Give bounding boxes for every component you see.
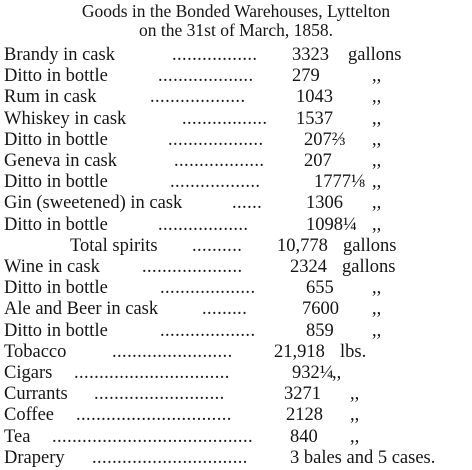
goods-row [4,405,472,426]
item-quantity: 1306 [306,193,343,214]
unit-label: gallons [343,235,397,256]
dot-leader: ................... [168,129,264,150]
item-label: Gin (sweetened) in cask [4,193,183,214]
ditto-mark: ,, [372,151,382,171]
dot-leader: .................. [170,172,261,193]
goods-row [4,87,472,108]
dot-leader: ................... [160,320,256,341]
dot-leader: ................. [182,108,268,129]
goods-row [4,448,472,469]
item-quantity: 10,778 [277,235,328,256]
item-label: Brandy in cask [4,45,115,65]
goods-row [4,427,472,448]
item-label: Wine in cask [4,257,100,277]
item-label: Drapery [4,447,65,468]
dot-leader: ............................... [76,405,232,426]
item-label: Cigars [4,363,53,383]
dot-leader: ...... [232,193,263,214]
item-quantity: 279 [292,66,320,87]
item-label: Ditto in bottle [4,320,108,341]
item-quantity: 2128 [286,405,323,426]
item-label: Ale and Beer in cask [4,299,159,320]
goods-row [4,278,472,299]
goods-row [4,363,472,384]
ditto-mark: ,, [372,66,382,87]
item-label: Rum in cask [4,87,97,108]
item-label: Ditto in bottle [4,129,108,150]
ditto-mark: ,, [372,214,382,235]
dot-leader: ......... [202,299,248,320]
item-quantity: 1043 [296,87,333,108]
goods-row [4,321,472,342]
unit-label: gallons [348,45,402,65]
item-quantity: 21,918 [274,341,325,362]
dot-leader: ........................................ [52,426,253,447]
ditto-mark: ,, [350,405,360,426]
item-quantity: 1537 [296,108,333,129]
dot-leader: ................. [172,45,258,65]
ditto-mark: ,, [350,384,360,405]
dot-leader: .................... [142,257,243,277]
ditto-mark: ,, [332,363,342,383]
dot-leader: ........................ [112,341,233,362]
ditto-mark: ,, [350,426,360,447]
item-quantity: 207⅔ [304,129,346,150]
ditto-mark: ,, [372,172,382,193]
item-quantity: 3 bales and 5 cases. [290,447,436,468]
goods-row [4,193,472,214]
ditto-mark: ,, [372,129,382,150]
goods-row [4,151,472,172]
item-label: Tea [4,426,31,447]
item-quantity: 1777⅛ [314,172,365,193]
item-quantity: 932¼ [292,363,334,383]
item-label: Total spirits [70,235,158,256]
goods-row [4,342,472,363]
item-label: Geneva in cask [4,151,118,171]
goods-row [4,215,472,236]
item-quantity: 207 [304,151,332,171]
goods-row [4,66,472,87]
dot-leader: ............................... [74,363,230,383]
item-label: Currants [4,384,68,405]
item-quantity: 7600 [302,299,339,320]
item-label: Whiskey in cask [4,108,127,129]
dot-leader: ............................... [92,447,248,468]
goods-row [4,172,472,193]
item-quantity: 840 [290,426,318,447]
document-title-line-2: on the 31st of March, 1858. [139,20,333,40]
item-quantity: 3323 [292,45,329,65]
ditto-mark: ,, [372,320,382,341]
ditto-mark: ,, [372,299,382,320]
dot-leader: .................. [174,151,265,171]
ditto-mark: ,, [372,108,382,129]
dot-leader: ................... [150,87,246,108]
ditto-mark: ,, [372,278,382,299]
item-label: Tobacco [4,341,67,362]
item-quantity: 655 [306,278,334,299]
item-quantity: 3271 [284,384,321,405]
unit-label: gallons [342,257,396,277]
item-label: Coffee [4,405,54,426]
unit-label: lbs. [340,341,367,362]
item-quantity: 859 [306,320,334,341]
goods-row [4,109,472,130]
item-label: Ditto in bottle [4,66,108,87]
goods-row [4,45,472,66]
document-title-line-1: Goods in the Bonded Warehouses, Lyttelton [81,1,391,21]
item-label: Ditto in bottle [4,278,108,299]
goods-row [4,299,472,320]
item-label: Ditto in bottle [4,214,108,235]
dot-leader: .......................... [94,384,225,405]
item-quantity: 1098¼ [306,214,357,235]
goods-row [4,130,472,151]
dot-leader: ................... [160,278,256,299]
goods-row [4,257,472,278]
ditto-mark: ,, [372,193,382,214]
item-quantity: 2324 [290,257,327,277]
ditto-mark: ,, [372,87,382,108]
total-spirits-row [4,236,472,257]
goods-row [4,384,472,405]
dot-leader: .......... [192,235,243,256]
item-label: Ditto in bottle [4,172,108,193]
dot-leader: ................... [158,66,254,87]
dot-leader: .................. [158,214,249,235]
